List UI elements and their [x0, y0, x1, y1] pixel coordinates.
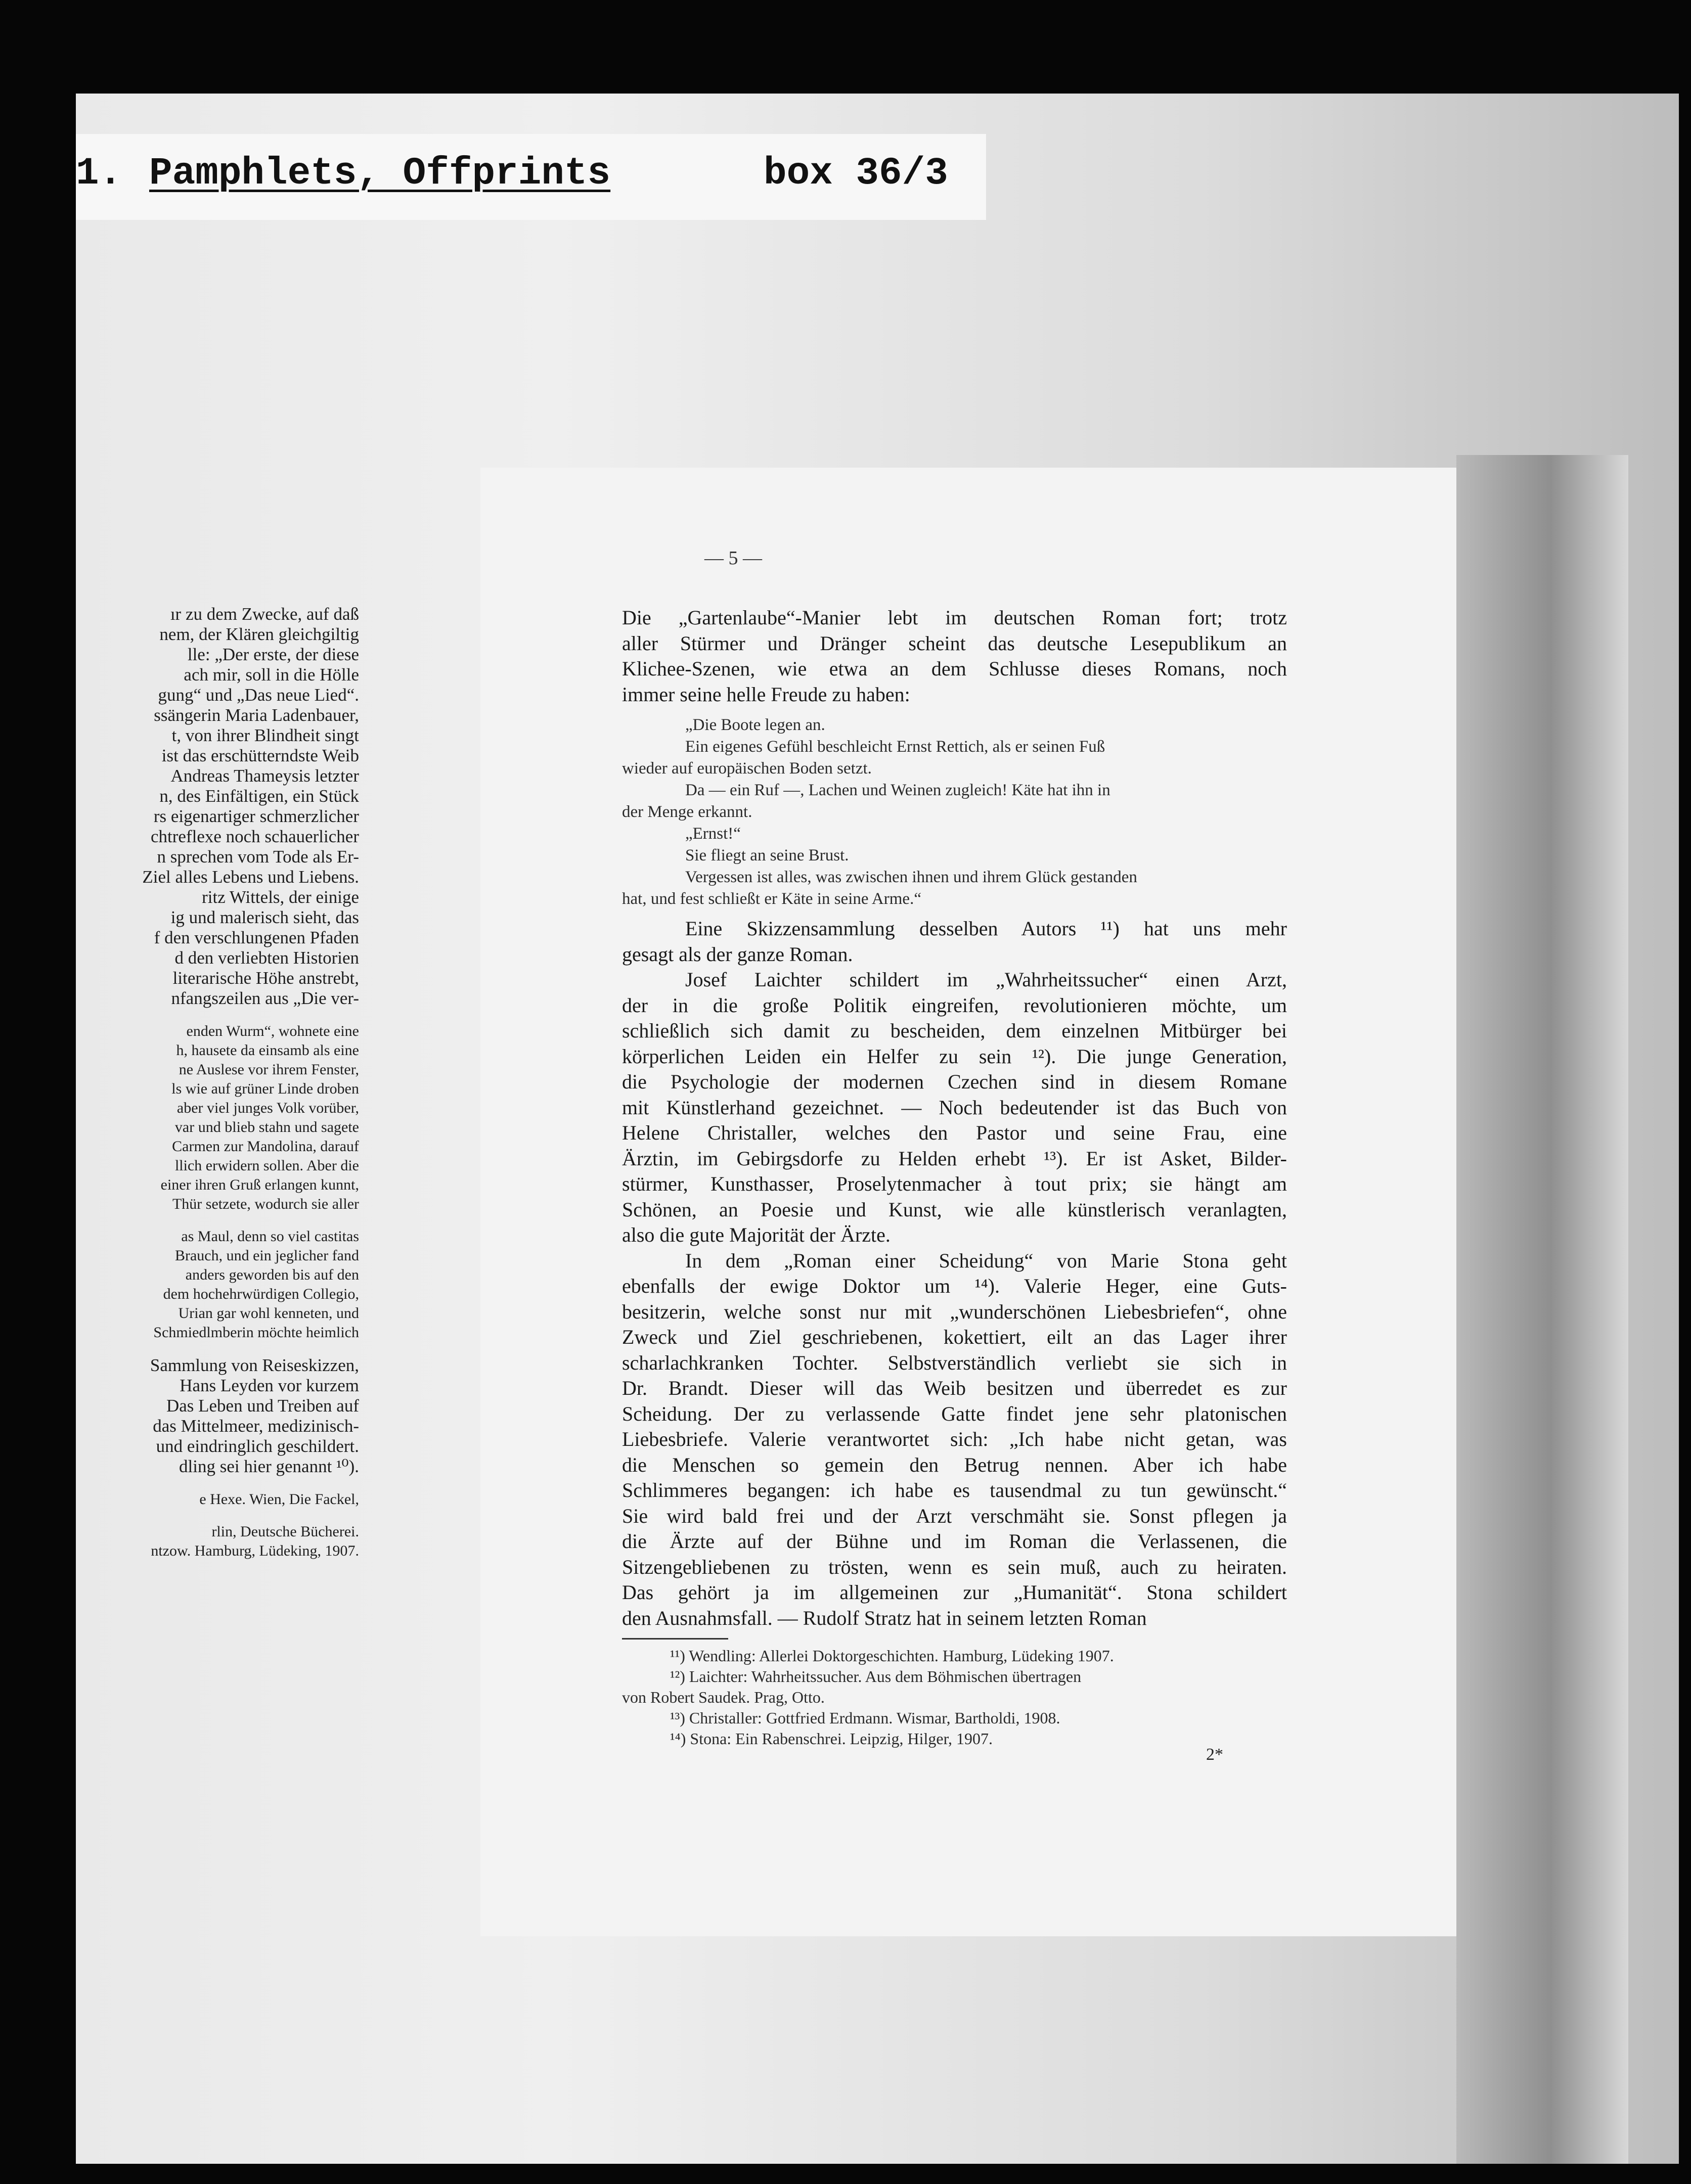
left-column-line: Carmen zur Mandolina, darauf — [172, 1138, 359, 1155]
left-column-line — [76, 1477, 359, 1490]
left-page-column — [76, 604, 359, 1772]
left-column-line: ır zu dem Zwecke, auf daß — [170, 604, 359, 624]
left-column-line: aber viel junges Volk vorüber, — [176, 1100, 359, 1116]
left-column-line: f den verschlungenen Pfaden — [154, 928, 359, 947]
paragraph-line: also die gute Majorität der Ärzte. — [622, 1223, 891, 1246]
left-column-line: dem hochehrwürdigen Collegio, — [163, 1286, 359, 1302]
paragraph-4 — [622, 1248, 1287, 1631]
left-column-line: d den verliebten Historien — [174, 948, 359, 968]
page-shadow — [1456, 455, 1628, 2164]
left-column-line — [76, 1009, 359, 1022]
footnote-line: von Robert Saudek. Prag, Otto. — [622, 1688, 825, 1706]
left-column-line: e Hexe. Wien, Die Fackel, — [199, 1491, 359, 1508]
left-column-line: und eindringlich geschildert. — [156, 1436, 359, 1456]
paragraph-line: Eine Skizzensammlung desselben Autors ¹¹) hat uns mehr — [685, 917, 1287, 940]
paragraph-line: Sitzengebliebenen zu trösten, wenn es sein muß, auch zu heiraten. — [622, 1555, 1287, 1578]
quote-line: der Menge erkannt. — [622, 803, 752, 821]
left-column-line: ssängerin Maria Ladenbauer, — [154, 705, 359, 725]
left-column-line: dling sei hier genannt ¹⁰). — [179, 1457, 359, 1476]
paragraph-line: Josef Laichter schildert im „Wahrheitssucher“ einen Arzt, — [685, 968, 1287, 991]
left-column-line: Sammlung von Reiseskizzen, — [150, 1355, 359, 1375]
left-column-line: n, des Einfältigen, ein Stück — [159, 786, 359, 806]
left-column-line: ritz Wittels, der einige — [202, 887, 359, 907]
left-column-line: chtreflexe noch schauerlicher — [151, 827, 359, 846]
paragraph-line: schließlich sich damit zu bescheiden, dem einzelnen Mitbürger bei — [622, 1019, 1287, 1042]
left-column-line: gung“ und „Das neue Lied“. — [158, 685, 359, 705]
left-column-line: Brauch, und ein jeglicher fand — [174, 1247, 359, 1264]
left-column-line: ls wie auf grüner Linde droben — [171, 1080, 359, 1097]
paragraph-line: scharlachkranken Tochter. Selbstverständlich verliebt sie sich in — [622, 1351, 1287, 1374]
left-column-line: ig und malerisch sieht, das — [170, 907, 359, 927]
archive-item-number: 1. — [76, 152, 122, 195]
left-column-line: var und blieb stahn und sagete — [174, 1119, 359, 1135]
quote-line: Sie fliegt an seine Brust. — [685, 846, 849, 864]
left-column-line: as Maul, denn so viel castitas — [181, 1228, 359, 1245]
left-column-line: Ziel alles Lebens und Liebens. — [142, 867, 359, 887]
paragraph-2 — [622, 916, 1287, 967]
left-column-line: rs eigenartiger schmerzlicher — [153, 806, 359, 826]
quote-line: wieder auf europäischen Boden setzt. — [622, 759, 872, 778]
left-column-line: enden Wurm“, wohnete eine — [186, 1023, 359, 1039]
paragraph-line: gesagt als der ganze Roman. — [622, 942, 853, 966]
left-column-line — [76, 1214, 359, 1227]
left-column-line: n sprechen vom Tode als Er- — [157, 847, 359, 867]
paragraph-line: Klichee-Szenen, wie etwa an dem Schlusse dieses Romans, noch — [622, 657, 1287, 680]
archive-box-number: box 36/3 — [764, 152, 948, 195]
paragraph-line: Helene Christaller, welches den Pastor und seine Frau, eine — [622, 1121, 1287, 1144]
paragraph-line: Scheidung. Der zu verlassende Gatte findet jene sehr platonischen — [622, 1402, 1287, 1425]
left-column-line: ne Auslese vor ihrem Fenster, — [179, 1061, 359, 1078]
block-quote — [622, 714, 1287, 910]
left-column-line: nem, der Klären gleichgiltig — [159, 624, 359, 644]
footnote-line: ¹¹) Wendling: Allerlei Doktorgeschichten. Hamburg, Lüdeking 1907. — [670, 1647, 1114, 1665]
paragraph-3 — [622, 967, 1287, 1248]
footnote-line: ¹³) Christaller: Gottfried Erdmann. Wismar, Bartholdi, 1908. — [670, 1709, 1060, 1727]
paragraph-line: der in die große Politik eingreifen, revolutionieren möchte, um — [622, 993, 1287, 1017]
paragraph-line: Zweck und Ziel geschriebenen, kokettiert, eilt an das Lager ihrer — [622, 1326, 1287, 1348]
left-column-line: llich erwidern sollen. Aber die — [174, 1157, 359, 1174]
footnote-line: ¹⁴) Stona: Ein Rabenschrei. Leipzig, Hilger, 1907. — [670, 1730, 993, 1748]
left-column-line: ist das erschütterndste Weib — [161, 746, 359, 765]
paragraph-1 — [622, 605, 1287, 707]
page-number: — 5 — — [704, 548, 762, 569]
left-column-line — [76, 1509, 359, 1522]
paragraph-line: mit Künstlerhand gezeichnet. — Noch bedeutender ist das Buch von — [622, 1096, 1287, 1119]
left-column-line: h, hausete da einsamb als eine — [176, 1042, 359, 1059]
paragraph-line: aller Stürmer und Dränger scheint das deutsche Lesepublikum an — [622, 631, 1287, 655]
left-column-line: t, von ihrer Blindheit singt — [171, 725, 359, 745]
left-column-line: Das Leben und Treiben auf — [166, 1396, 359, 1416]
paragraph-line: Schönen, an Poesie und Kunst, wie alle künstlerisch veranlagten, — [622, 1198, 1287, 1221]
footnotes — [622, 1646, 1287, 1749]
paragraph-line: die Ärzte auf der Bühne und im Roman die Verlassenen, die — [622, 1530, 1287, 1553]
left-column-line: das Mittelmeer, medizinisch- — [153, 1416, 359, 1436]
paragraph-line: körperlichen Leiden ein Helfer zu sein ¹²). Die junge Generation, — [622, 1044, 1287, 1068]
signature-mark: 2* — [1206, 1745, 1223, 1764]
left-column-line: Thür setzete, wodurch sie aller — [172, 1196, 359, 1212]
left-column-line: literarische Höhe anstrebt, — [172, 968, 359, 988]
left-column-line: nfangszeilen aus „Die ver- — [171, 988, 359, 1008]
paragraph-line: ebenfalls der ewige Doktor um ¹⁴). Valerie Heger, eine Guts- — [622, 1275, 1287, 1297]
quote-line: Ein eigenes Gefühl beschleicht Ernst Rettich, als er seinen Fuß — [685, 738, 1105, 756]
footnote-rule — [622, 1638, 728, 1640]
left-column-line — [76, 1342, 359, 1355]
paragraph-line: Schlimmeres begangen: ich habe es tausendmal zu tun gewünscht.“ — [622, 1479, 1287, 1502]
quote-line: Vergessen ist alles, was zwischen ihnen und ihrem Glück gestanden — [685, 868, 1137, 886]
left-column-line: ach mir, soll in die Hölle — [184, 665, 359, 685]
left-column-line: ntzow. Hamburg, Lüdeking, 1907. — [151, 1542, 359, 1559]
left-column-line: Schmiedlmberin möchte heimlich — [153, 1324, 359, 1341]
left-column-line: Andreas Thameysis letzter — [170, 766, 359, 786]
paragraph-line: Ärztin, im Gebirgsdorfe zu Helden erhebt ¹³). Er ist Asket, Bilder- — [622, 1147, 1287, 1170]
paragraph-line: die Psychologie der modernen Czechen sind in diesem Romane — [622, 1070, 1287, 1093]
left-column-line: lle: „Der erste, der diese — [187, 645, 359, 664]
left-column-line: rlin, Deutsche Bücherei. — [211, 1523, 359, 1540]
quote-line: „Ernst!“ — [685, 825, 741, 843]
left-column-line: einer ihren Gruß erlangen kunnt, — [160, 1176, 359, 1193]
left-column-line: Urian gar wohl kenneten, und — [178, 1305, 359, 1322]
quote-line: Da — ein Ruf —, Lachen und Weinen zugleich! Käte hat ihn in — [685, 781, 1110, 799]
paragraph-line: stürmer, Kunsthasser, Proselytenmacher à tout prix; sie hängt am — [622, 1172, 1287, 1195]
archive-collection-title: Pamphlets, Offprints — [149, 152, 611, 195]
paragraph-line: In dem „Roman einer Scheidung“ von Marie Stona geht — [685, 1249, 1287, 1272]
quote-line: „Die Boote legen an. — [685, 716, 825, 734]
paragraph-line: Sie wird bald frei und der Arzt verschmäht sie. Sonst pflegen ja — [622, 1504, 1287, 1527]
paragraph-line: immer seine helle Freude zu haben: — [622, 682, 910, 706]
paragraph-line: Das gehört ja im allgemeinen zur „Humanität“. Stona schildert — [622, 1581, 1287, 1604]
paragraph-line: Liebesbriefe. Valerie verantwortet sich: „Ich habe nicht getan, was — [622, 1428, 1287, 1450]
quote-line: hat, und fest schließt er Käte in seine Arme.“ — [622, 890, 921, 908]
left-column-line: Hans Leyden vor kurzem — [180, 1376, 359, 1395]
paragraph-line: die Menschen so gemein den Betrug nennen. Aber ich habe — [622, 1453, 1287, 1476]
page-body — [622, 605, 1287, 1749]
paragraph-line: Die „Gartenlaube“-Manier lebt im deutschen Roman fort; trotz — [622, 606, 1287, 629]
paragraph-line: Dr. Brandt. Dieser will das Weib besitzen und überredet es zur — [622, 1377, 1287, 1399]
footnote-line: ¹²) Laichter: Wahrheitssucher. Aus dem Böhmischen übertragen — [670, 1667, 1082, 1686]
paragraph-line: den Ausnahmsfall. — Rudolf Stratz hat in seinem letzten Roman — [622, 1606, 1147, 1629]
paragraph-line: besitzerin, welche sonst nur mit „wunderschönen Liebesbriefen“, ohne — [622, 1300, 1287, 1323]
left-column-line: anders geworden bis auf den — [185, 1266, 359, 1283]
